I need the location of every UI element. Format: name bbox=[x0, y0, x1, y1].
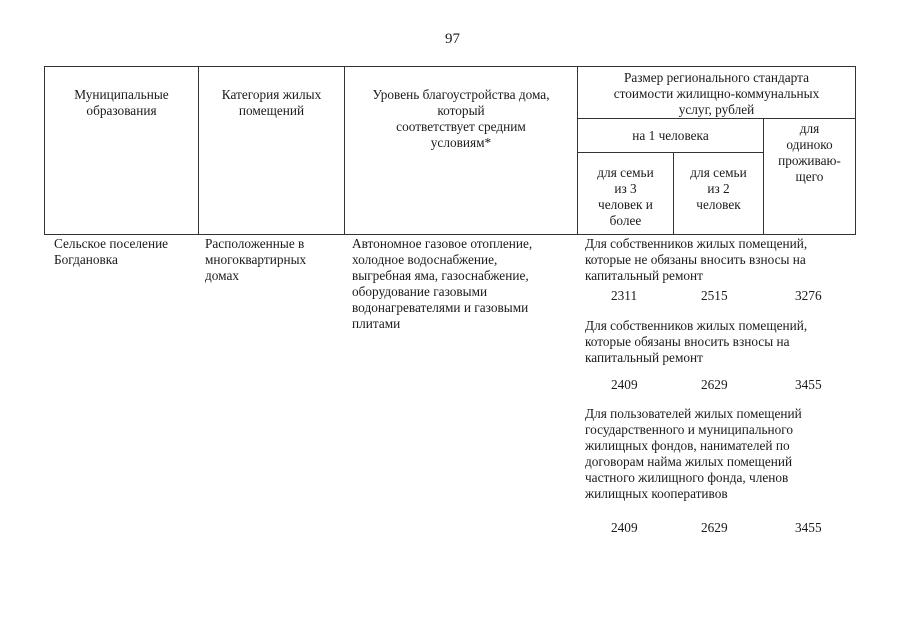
group-3-label: Для пользователей жилых помещений государственного и муниципального жилищных фондов, нанимателей по договорам найма жилых помещений частного жилищного фонда, членов жилищных кооперативов bbox=[585, 406, 802, 501]
header-family-2: для семьи из 2 человек bbox=[674, 153, 764, 235]
header-category: Категория жилых помещений bbox=[199, 67, 345, 235]
group-1-family-3-value: 2311 bbox=[611, 288, 638, 303]
header-per-person: на 1 человека bbox=[578, 119, 764, 153]
group-2-label: Для собственников жилых помещений, которые обязаны вносить взносы на капитальный ремонт bbox=[585, 318, 808, 365]
page-number: 97 bbox=[445, 31, 460, 47]
header-single: для одиноко проживаю- щего bbox=[764, 119, 856, 235]
group-2-family-3-value: 2409 bbox=[611, 377, 638, 392]
group-2-single-value: 3455 bbox=[795, 377, 822, 392]
group-3-family-3-value: 2409 bbox=[611, 520, 638, 535]
municipality-cell: Сельское поселение Богдановка bbox=[54, 236, 169, 267]
group-1-label: Для собственников жилых помещений, которые не обязаны вносить взносы на капитальный ремонт bbox=[585, 236, 808, 283]
header-level: Уровень благоустройства дома, который соответствует средним условиям* bbox=[345, 67, 578, 235]
header-family-3: для семьи из 3 человек и более bbox=[578, 153, 674, 235]
group-1-family-2-value: 2515 bbox=[701, 288, 728, 303]
group-3-family-2-value: 2629 bbox=[701, 520, 728, 535]
level-cell: Автономное газовое отопление, холодное водоснабжение, выгребная яма, газоснабжение, оборудование газовыми водонагревателями и газовыми плитами bbox=[352, 236, 533, 331]
group-3-single-value: 3455 bbox=[795, 520, 822, 535]
header-municipality: Муниципальные образования bbox=[45, 67, 199, 235]
group-1-single-value: 3276 bbox=[795, 288, 822, 303]
header-standard-size: Размер регионального стандарта стоимости жилищно-коммунальных услуг, рублей bbox=[578, 67, 856, 119]
header-table bbox=[44, 66, 856, 235]
group-2-family-2-value: 2629 bbox=[701, 377, 728, 392]
category-cell: Расположенные в многоквартирных домах bbox=[205, 236, 307, 283]
